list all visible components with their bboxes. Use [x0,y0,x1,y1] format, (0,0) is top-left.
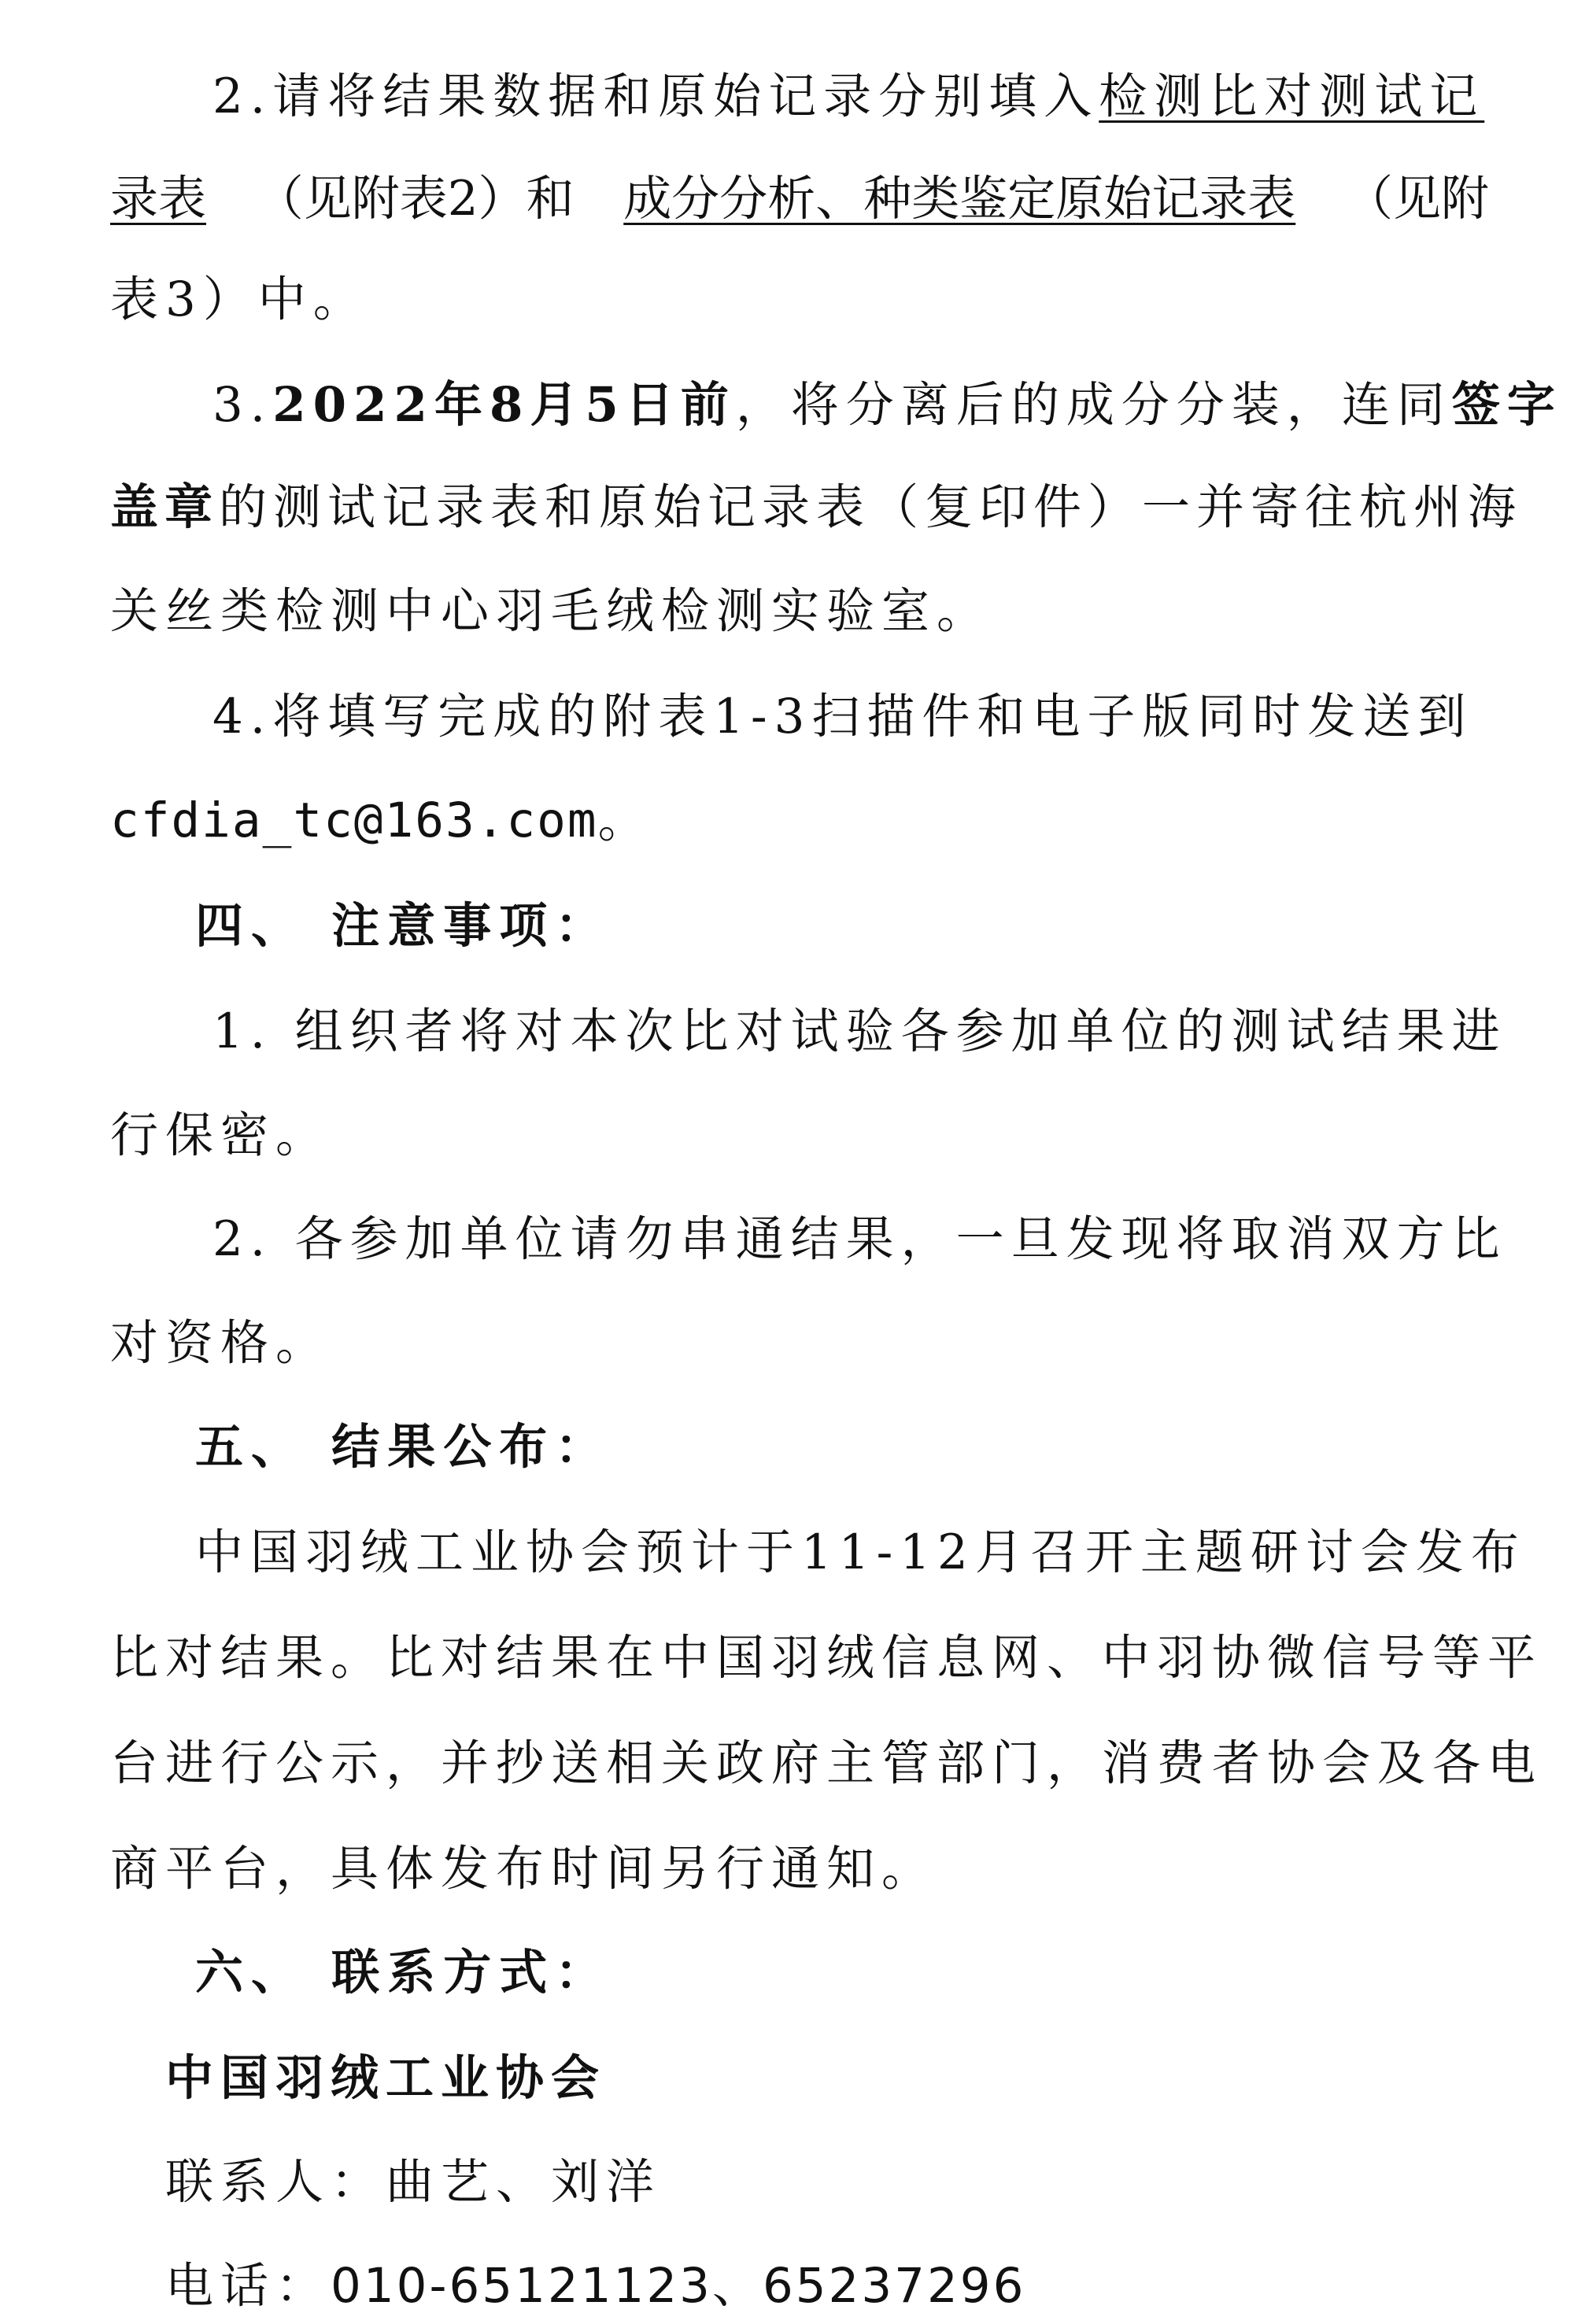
results-line1: 中国羽绒工业协会预计于11-12月召开主题研讨会发布 [195,1524,1526,1580]
notes-item1-line2: 行保密。 [110,1107,331,1163]
item2-text-middle: （见附表2）和 [255,171,575,227]
notes-item2-line1: 2. 各参加单位请勿串通结果，一旦发现将取消双方比 [212,1211,1507,1267]
item2-underlined-record-name: 成分分析、种类鉴定原始记录表 [623,171,1296,227]
item4-line2 [110,793,653,848]
item3-text-2: 的测试记录表和原始记录表（复印件）一并寄往杭州海 [219,479,1523,535]
item4-line1: 4.将填写完成的附表1-3扫描件和电子版同时发送到 [212,689,1473,744]
notes-item2-line2: 对资格。 [110,1315,331,1371]
results-line3: 台进行公示，并抄送相关政府主管部门，消费者协会及各电 [110,1735,1543,1791]
item3-line1 [212,377,1562,433]
phone-number: 010-65121123、65237296 [331,2258,1026,2314]
item2-underlined-form-name-end: 录表 [110,171,207,227]
results-line4: 商平台，具体发布时间另行通知。 [110,1841,937,1897]
item2-line2 [110,171,1489,227]
notes-item1-line1: 1. 组织者将对本次比对试验各参加单位的测试结果进 [212,1003,1507,1059]
item3-line3: 关丝类检测中心羽毛绒检测实验室。 [110,583,992,639]
item3-text: ，将分离后的成分分装，连同 [735,377,1452,433]
item3-emphasis: 签字 [1451,377,1562,433]
item2-text: 2.请将结果数据和原始记录分别填入 [212,68,1099,124]
phone-label: 电话： [165,2258,331,2314]
email-address: cfdia_tc@163.com [110,793,598,848]
item3-emphasis-2: 盖章 [110,479,220,535]
item3-number: 3. [212,377,273,433]
section-heading-contact: 六、 联系方式： [195,1945,611,2001]
section-heading-results: 五、 结果公布： [195,1419,611,1475]
contact-organization: 中国羽绒工业协会 [165,2050,607,2106]
item3-line2 [110,479,1523,535]
item2-line1 [212,68,1485,124]
item2-text-end: （见附 [1344,171,1489,227]
section-heading-notes: 四、 注意事项： [195,898,611,954]
item2-underlined-form-name: 检测比对测试记 [1099,68,1485,124]
contact-persons: 联系人：曲艺、刘洋 [165,2154,662,2210]
item2-line3: 表3）中。 [110,272,368,327]
item4-end: 。 [597,793,653,848]
item3-deadline: 2022年8月5日前 [272,377,736,433]
results-line2: 比对结果。比对结果在中国羽绒信息网、中羽协微信号等平 [110,1630,1543,1686]
contact-phone [165,2258,1026,2314]
